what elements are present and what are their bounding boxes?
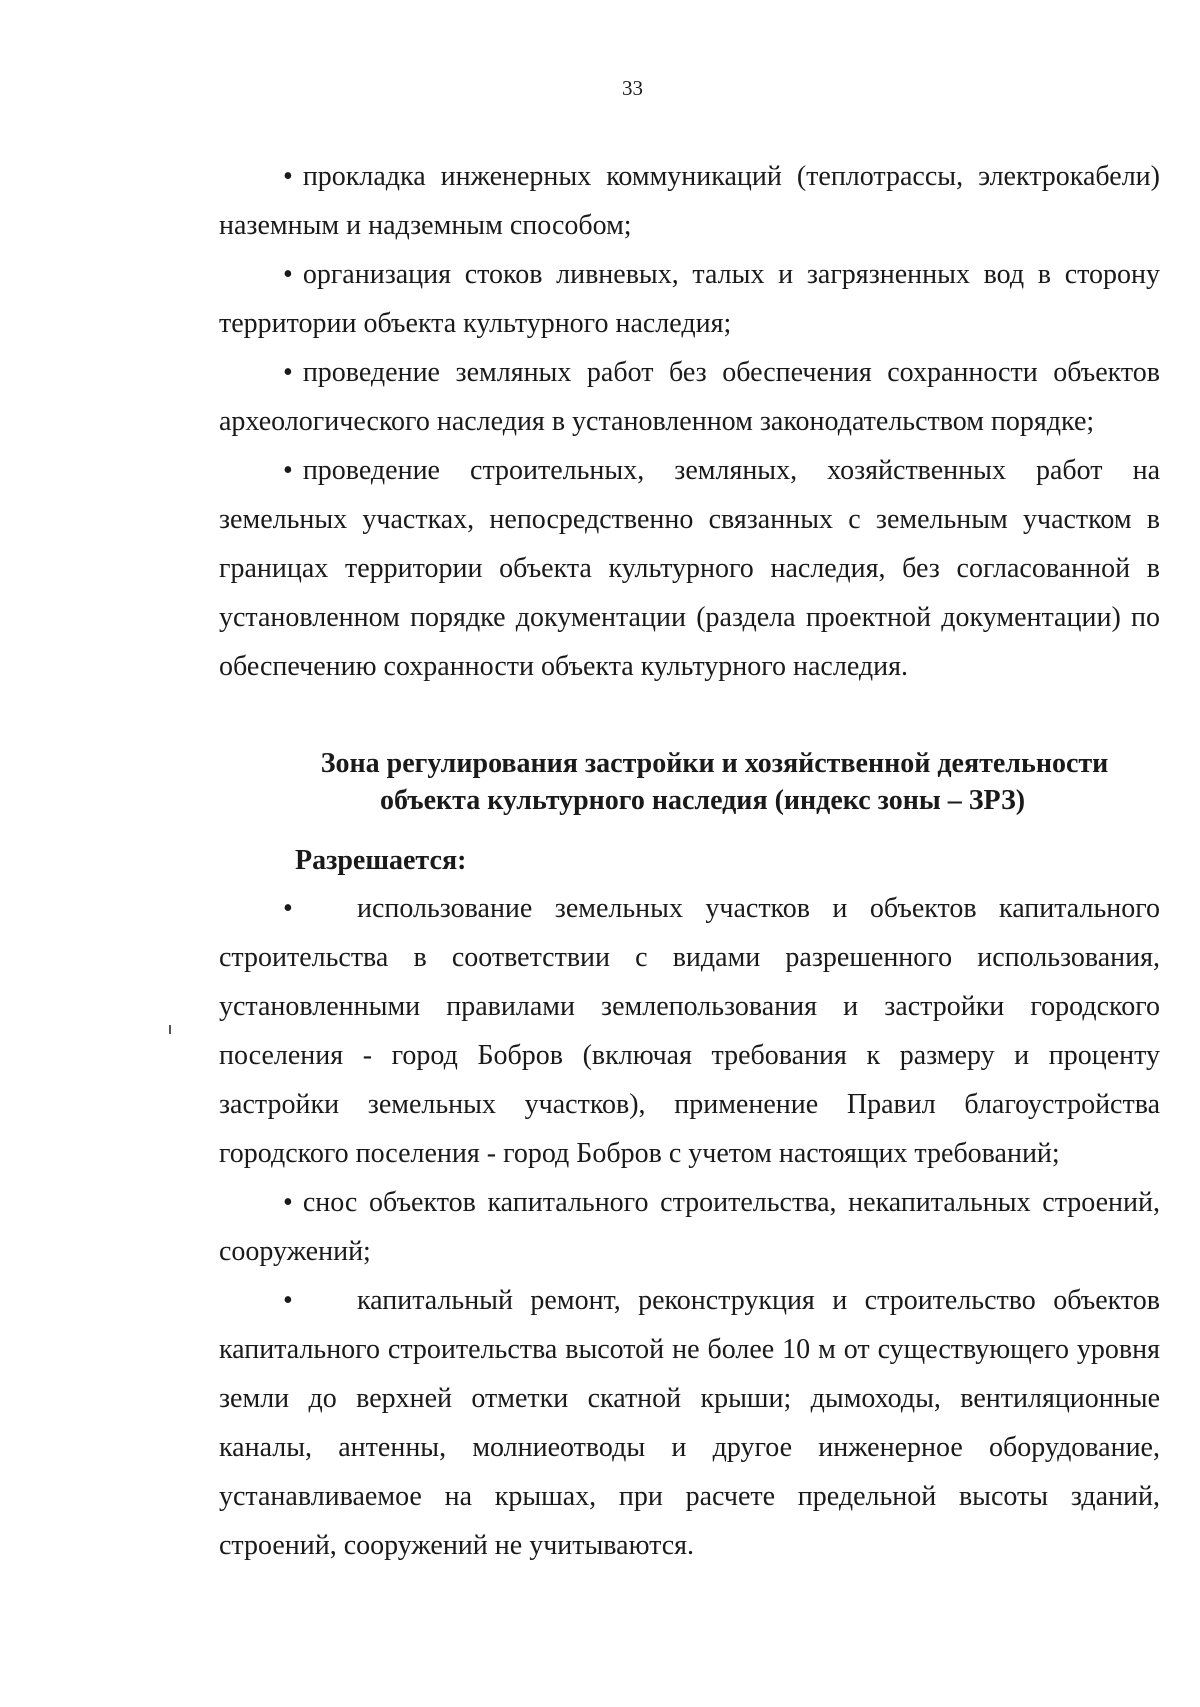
zone-heading-line-1: Зона регулирования застройки и хозяйственной деятельности <box>320 748 1109 779</box>
page-number: 33 <box>622 76 643 100</box>
allowed-label: Разрешается: <box>295 845 467 876</box>
list-item <box>219 250 1160 348</box>
list-item <box>219 1276 1160 1570</box>
list-item-text: проведение строительных, земляных, хозяйственных работ на земельных участках, непосредственно связанных с земельным участком в границах территории объекта культурного наследия, без согласованной в установленном порядке документации (раздела проектной документации) по обеспечению сохранности объекта культурного наследия. <box>219 455 1160 682</box>
list-item <box>219 348 1160 446</box>
list-item <box>219 446 1160 691</box>
list-item <box>219 1178 1160 1276</box>
allowed-list <box>219 884 1160 1570</box>
list-item-text: проведение земляных работ без обеспечения сохранности объектов археологического наследия в установленном законодательством порядке; <box>219 357 1160 437</box>
list-item <box>219 884 1160 1178</box>
list-item <box>219 152 1160 250</box>
list-item-text: снос объектов капитального строительства, некапитальных строений, сооружений; <box>219 1187 1160 1267</box>
bullet-icon: • <box>283 161 293 192</box>
list-item-text: использование земельных участков и объектов капитального строительства в соответствии с видами разрешенного использования, установленными правилами землепользования и застройки городского поселения - город Бобров (включая требования к размеру и проценту застройки земельных участков), применение Правил благоустройства городского поселения - город Бобров с учетом настоящих требований; <box>219 893 1160 1169</box>
list-item-text: капитальный ремонт, реконструкция и строительство объектов капитального строительства высотой не более 10 м от существующего уровня земли до верхней отметки скатной крыши; дымоходы, вентиляционные каналы, антенны, молниеотводы и другое инженерное оборудование, устанавливаемое на крышах, при расчете предельной высоты зданий, строений, сооружений не учитываются. <box>219 1285 1160 1561</box>
zone-heading-line-2: объекта культурного наследия (индекс зоны – ЗРЗ) <box>379 785 1026 816</box>
bullet-icon: • <box>283 893 293 924</box>
prohibited-list <box>219 152 1160 691</box>
list-item-text: организация стоков ливневых, талых и загрязненных вод в сторону территории объекта культурного наследия; <box>219 259 1160 339</box>
bullet-icon: • <box>283 455 293 486</box>
bullet-icon: • <box>283 1187 293 1218</box>
bullet-icon: • <box>283 1285 293 1316</box>
bullet-icon: • <box>283 357 293 388</box>
list-item-text: прокладка инженерных коммуникаций (теплотрассы, электрокабели) наземным и надземным способом; <box>219 161 1160 241</box>
bullet-icon: • <box>283 259 293 290</box>
zone-heading <box>219 745 1160 819</box>
scan-margin-mark <box>169 1025 171 1034</box>
